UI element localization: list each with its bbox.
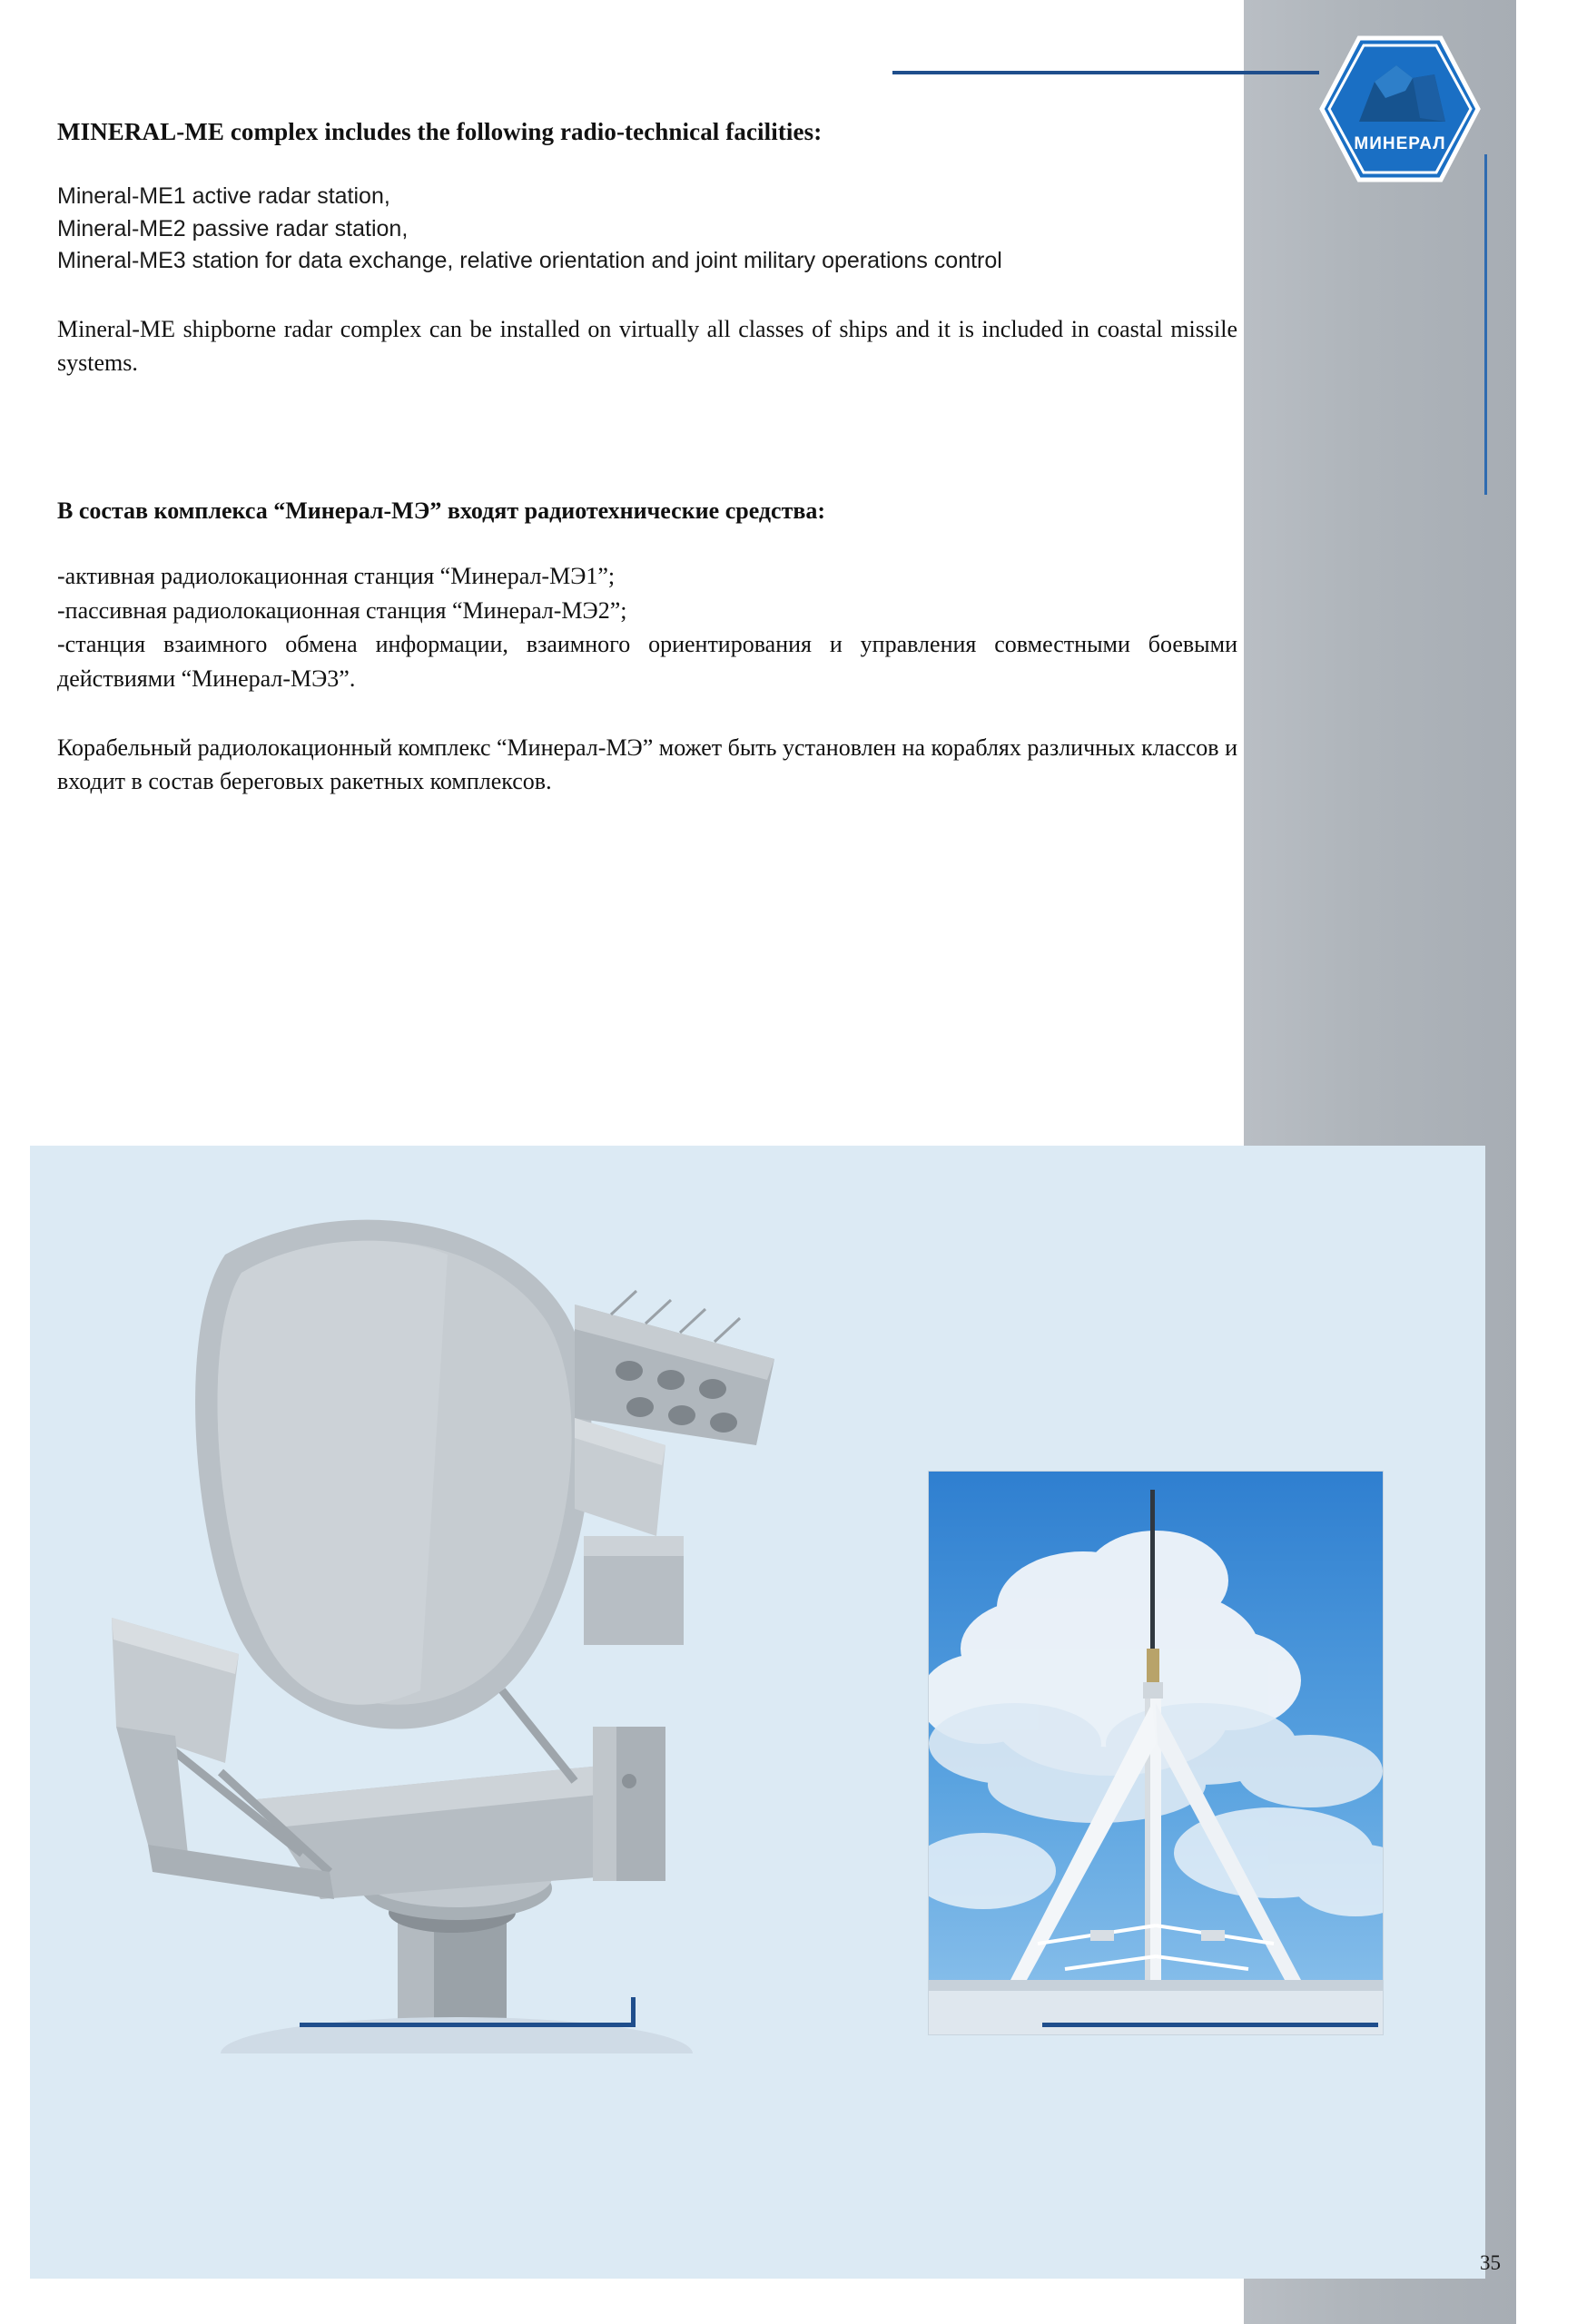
- russian-paragraph: Корабельный радиолокационный комплекс “Минерал-МЭ” может быть установлен на кораблях различных классов и входит в состав береговых ракетных комплексов.: [57, 734, 1237, 795]
- mineral-logo: [1318, 34, 1482, 184]
- list-item: Mineral-ME2 passive radar station,: [57, 215, 409, 241]
- top-horizontal-rule: [892, 71, 1319, 74]
- right-vertical-rule: [1484, 154, 1487, 495]
- left-white-margin: [0, 0, 9, 2324]
- list-item: -активная радиолокационная станция “Минерал-МЭ1”;: [57, 563, 616, 589]
- logo-label: МИНЕРАЛ: [1354, 134, 1446, 153]
- list-item: Mineral-ME3 station for data exchange, relative orientation and joint military operations control: [57, 248, 1002, 273]
- english-heading: MINERAL-ME complex includes the following radio-technical facilities:: [57, 118, 823, 145]
- russian-section: [57, 497, 1237, 799]
- right-white-margin: [1516, 0, 1577, 2324]
- russian-heading: В состав комплекса “Минерал-МЭ” входят радиотехнические средства:: [57, 497, 826, 524]
- english-list: [57, 181, 1237, 278]
- list-item: -станция взаимного обмена информации, взаимного ориентирования и управления совместными боевыми действиями “Минерал-МЭ3”.: [57, 631, 1237, 693]
- radar-antenna-photo: [30, 1146, 1074, 2053]
- english-section: [57, 118, 1237, 380]
- list-item: -пассивная радиолокационная станция “Минерал-МЭ2”;: [57, 596, 627, 624]
- main-photo-rule: [300, 2023, 636, 2027]
- list-item: Mineral-ME1 active radar station,: [57, 183, 390, 209]
- english-paragraph: Mineral-ME shipborne radar complex can be installed on virtually all classes of ships and it is included in coastal missile systems.: [57, 315, 1237, 377]
- main-photo-rule-vertical: [631, 1997, 636, 2027]
- mast-antenna-photo: [928, 1471, 1384, 2035]
- page-number: 35: [1480, 2251, 1501, 2274]
- side-photo-rule: [1042, 2023, 1378, 2027]
